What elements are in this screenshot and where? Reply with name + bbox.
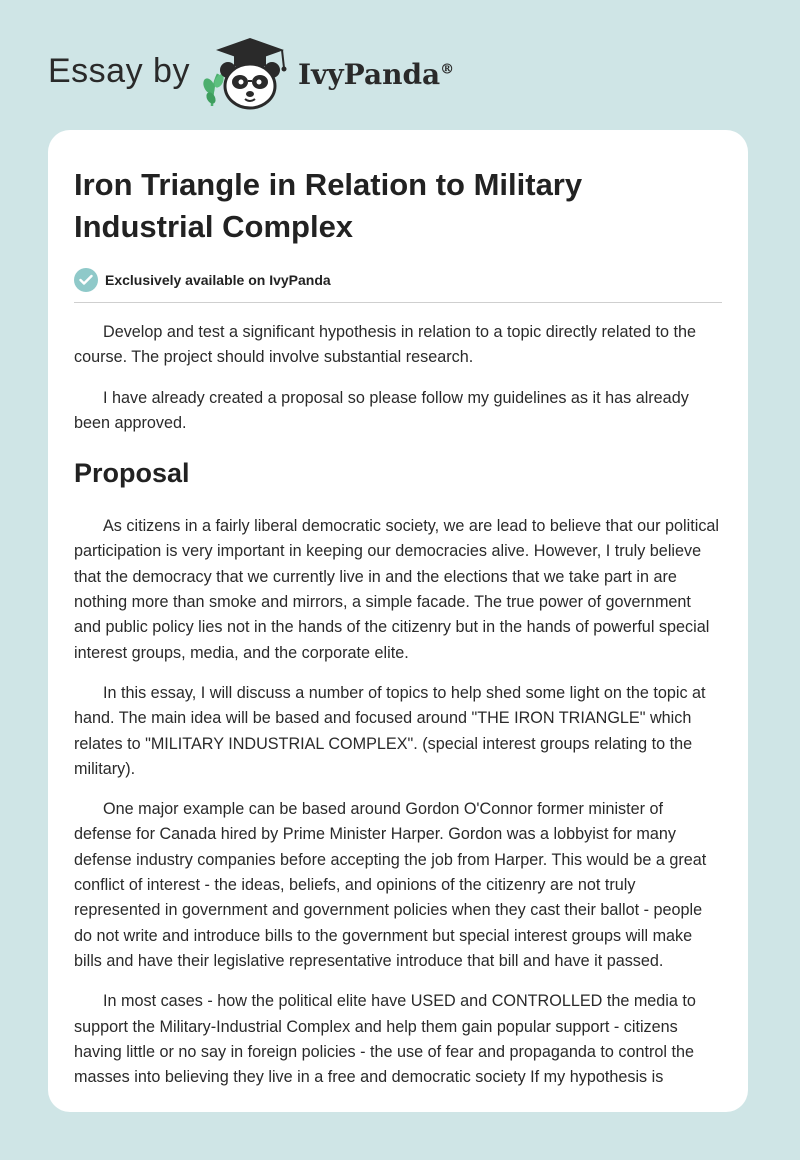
checkmark-icon [74, 268, 98, 292]
site-header [48, 36, 468, 110]
body-paragraph: As citizens in a fairly liberal democratic society, we are lead to believe that our political participation is very important in keeping our democracies alive. However, I truly believe that the democracy that we currently live in and the elections that we take part in are nothing more than smoke and mirrors, a simple facade. The true power of government and public policy lies not in the hands of the citizenry but in the hands of powerful special interest groups, media, and the corporate elite. [74, 517, 720, 662]
brand-name[interactable] [298, 58, 454, 91]
exclusive-badge [74, 266, 722, 296]
exclusive-badge-label: Exclusively available on IvyPanda [105, 272, 331, 288]
essay-title: Iron Triangle in Relation to Military Industrial Complex [74, 167, 583, 244]
intro-paragraph: Develop and test a significant hypothesis in relation to a topic directly related to the course. The project should involve substantial research. [74, 323, 696, 367]
essay-body [74, 320, 722, 1090]
section-heading: Proposal [74, 458, 190, 489]
title-divider [74, 302, 722, 303]
brand-prefix: Essay by [48, 52, 190, 90]
panda-logo-icon[interactable] [198, 36, 298, 110]
essay-content [74, 164, 722, 1105]
essay-card [48, 130, 748, 1112]
registered-mark: ® [440, 61, 455, 78]
body-paragraph: One major example can be based around Gordon O'Connor former minister of defense for Canada hired by Prime Minister Harper. Gordon was a lobbyist for many defense industry companies before accepting the job from Harper. This would be a great conflict of interest - the ideas, beliefs, and opinions of the citizenry are not truly represented in government and government policies when they cast their ballot - people do not write and introduce bills to the government but special interest groups will make bills and have their legislative representative introduce that bill and have it passed. [74, 800, 707, 970]
body-paragraph: In most cases - how the political elite have USED and CONTROLLED the media to support the Military-Industrial Complex and help them gain popular support - citizens having little or no say in foreign policies - the use of fear and propaganda to control the masses into believing they live in a free and democratic society If my hypothesis is [74, 992, 696, 1087]
body-paragraph: In this essay, I will discuss a number of topics to help shed some light on the topic at hand. The main idea will be based and focused around "THE IRON TRIANGLE" which relates to "MILITARY INDUSTRIAL COMPLEX". (special interest groups relating to the military). [74, 683, 706, 778]
brand-name-text: IvyPanda [298, 58, 441, 91]
intro-paragraph: I have already created a proposal so please follow my guidelines as it has already been approved. [74, 388, 689, 432]
